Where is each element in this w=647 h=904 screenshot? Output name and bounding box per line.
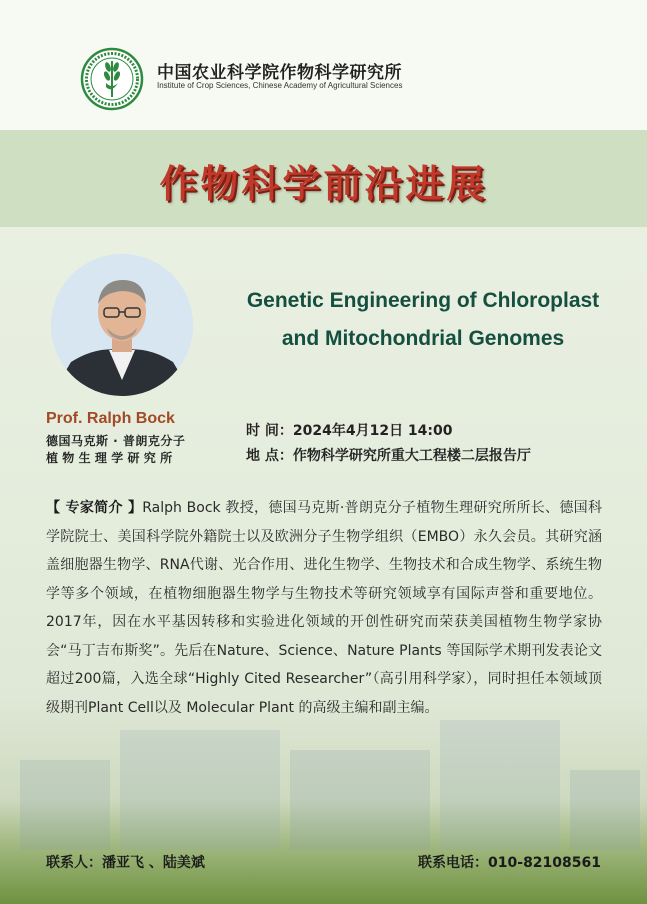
contact-phone: 联系电话：010-82108561 <box>418 855 601 871</box>
event-place <box>246 445 531 465</box>
event-time <box>246 420 453 440</box>
time-value: 2024年4月12日 14:00 <box>292 423 453 439</box>
portrait-image <box>51 254 193 396</box>
header <box>0 0 647 130</box>
institute-name-cn: 中国农业科学院作物科学研究所 <box>157 63 402 83</box>
speaker-bio <box>46 494 602 722</box>
speaker-affiliation-line2: 植物生理学研究所 <box>46 451 177 465</box>
contact-persons: 联系人：潘亚飞 、陆美斌 <box>46 855 205 871</box>
time-label: 时 间： <box>246 423 293 439</box>
place-value: 作物科学研究所重大工程楼二层报告厅 <box>292 448 531 464</box>
speaker-name: Prof. Ralph Bock <box>46 410 175 427</box>
series-title: 作物科学前沿进展 <box>159 162 488 206</box>
wheat-seal-logo-icon <box>80 47 144 111</box>
speaker-photo <box>51 254 193 396</box>
institute-name-en: Institute of Crop Sciences, Chinese Academy of Agricultural Sciences <box>157 81 403 90</box>
place-label: 地 点： <box>246 448 293 464</box>
bio-heading: 【 专家简介 】 <box>46 500 143 516</box>
bio-text: Ralph Bock 教授，德国马克斯·普朗克分子植物生理研究所所长、德国科学院院士、美国科学院外籍院士以及欧洲分子生物学组织（EMBO）永久会员。其研究涵盖细胞器生物学、RNA代谢、光合作用、进化生物学、生物技术和合成生物学、系统生物学等多个领域，在植物细胞器生物学与生物技术等研究领域享有国际声誉和重要地位。2017年，因在水平基因转移和实验进化领域的开创性研究而荣获美国植物生物学家协会“马丁吉布斯奖”。先后在Nature、Science、Nature Plants 等国际学术期刊发表论文超过200篇，入选全球“Highly Cited Researcher”（高引用科学家），同时担任本领域顶级期刊Plant Cell以及 Molecular Plant 的高级主编和副主编。 <box>46 500 602 716</box>
campus-buildings-illustration <box>0 700 647 850</box>
talk-title-line1: Genetic Engineering of Chloroplast <box>246 289 600 312</box>
talk-title <box>232 282 614 358</box>
speaker-affiliation-line1: 德国马克斯 · 普朗克分子 <box>46 434 186 448</box>
talk-title-line2: and Mitochondrial Genomes <box>281 327 565 350</box>
